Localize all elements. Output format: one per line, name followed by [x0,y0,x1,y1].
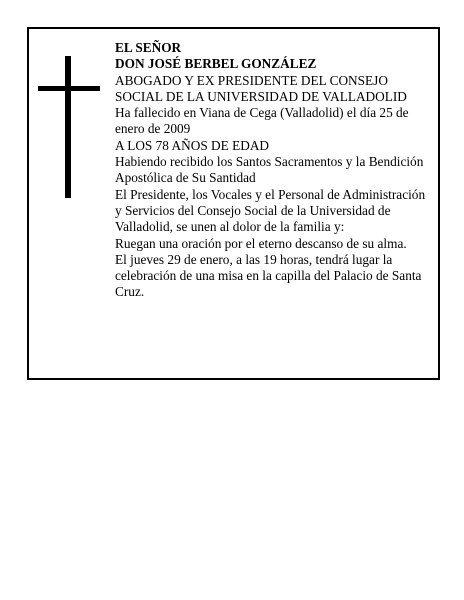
death-announcement: Ha fallecido en Viana de Cega (Valladolid) el día 25 de enero de 2009 [115,105,409,137]
obituary-notice [27,27,440,380]
prayer-request: Ruegan una oración por el eterno descanso de su alma. [115,235,407,251]
cross-vertical-bar [65,56,71,198]
council-condolence: El Presidente, los Vocales y el Personal de Administración y Servicios del Consejo Social de la Universidad de Valladolid, se unen al dolor de la familia y: [115,186,426,235]
deceased-title: ABOGADO Y EX PRESIDENTE DEL CONSEJO SOCIAL DE LA UNIVERSIDAD DE VALLADOLID [115,72,407,104]
cross-horizontal-bar [38,86,100,91]
honorific: EL SEÑOR [115,40,182,55]
notice-text [115,40,435,301]
sacraments-line: Habiendo recibido los Santos Sacramentos y la Bendición Apostólica de Su Santidad [115,154,424,186]
cross-icon [38,56,100,198]
mass-announcement: El jueves 29 de enero, a las 19 horas, tendrá lugar la celebración de una misa en la capilla del Palacio de Santa Cruz. [115,251,422,300]
deceased-name: DON JOSÉ BERBEL GONZÁLEZ [115,56,317,72]
age-line: A LOS 78 AÑOS DE EDAD [115,137,270,153]
